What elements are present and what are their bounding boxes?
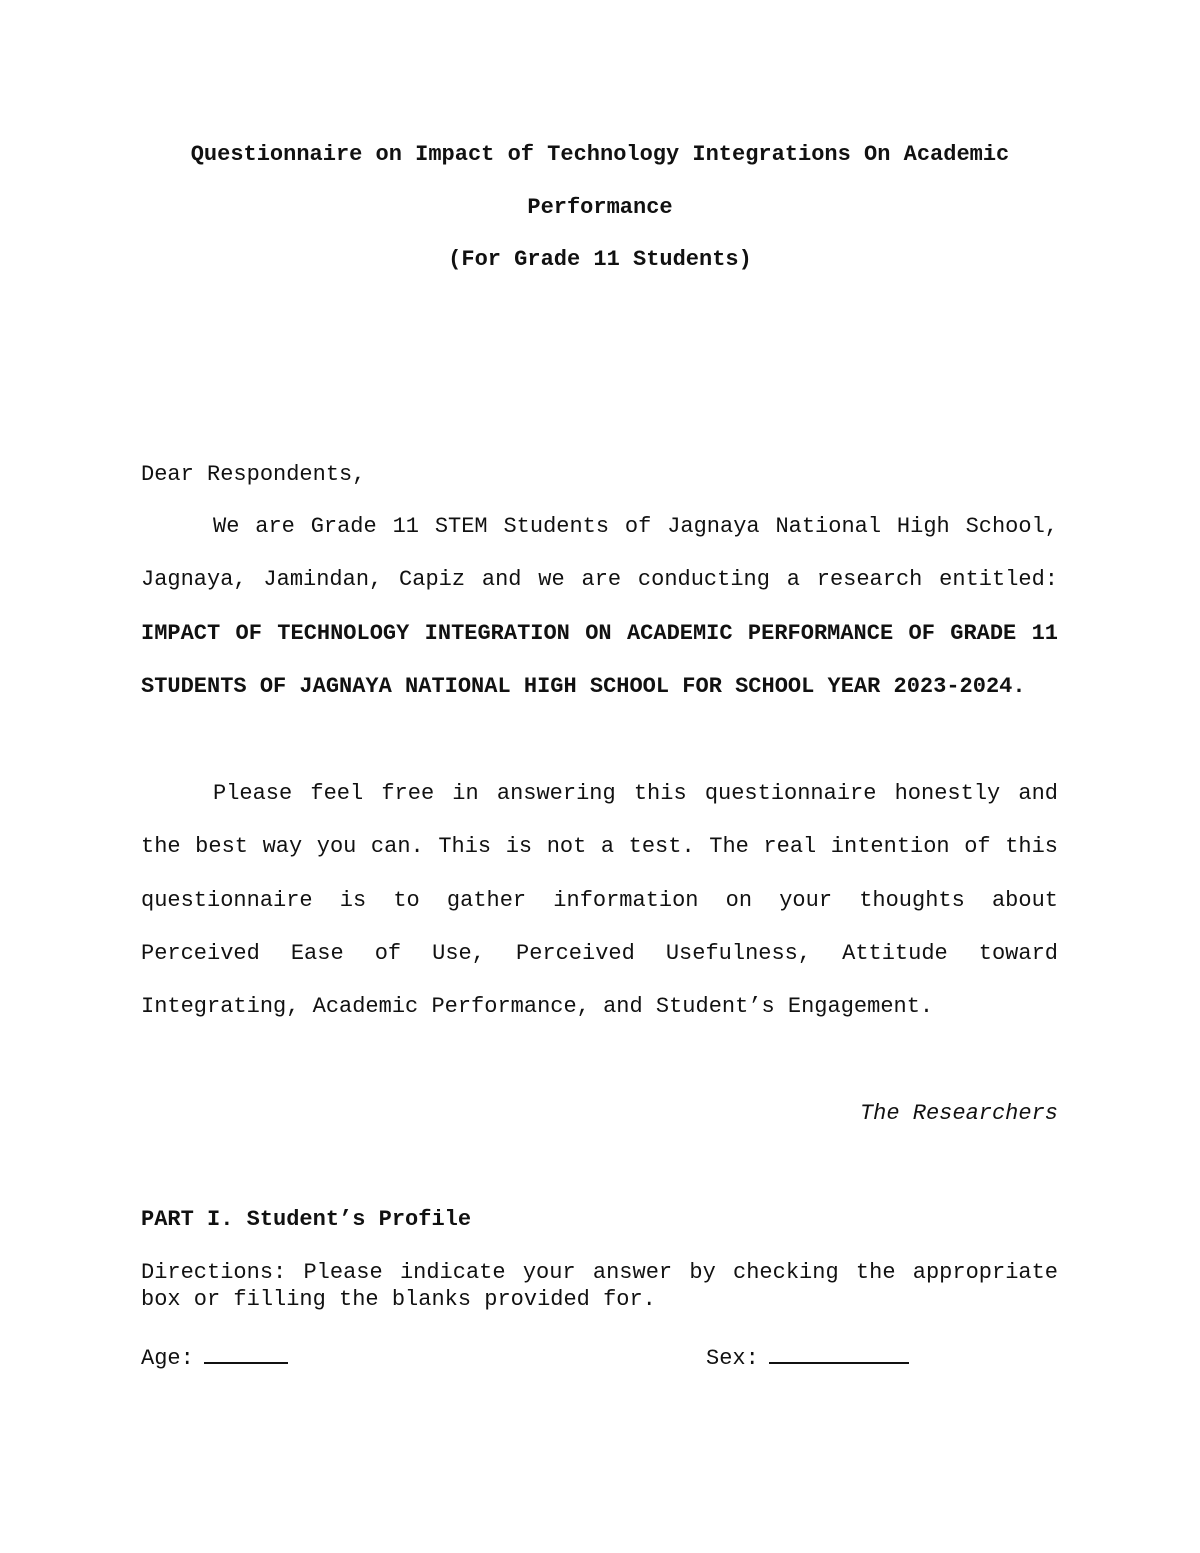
intro-text: We are Grade 11 STEM Students of Jagnaya National High School, Jagnaya, Jamindan, Capiz and we are conducting a research entitled: [141, 514, 1058, 593]
age-blank[interactable] [204, 1340, 288, 1364]
letter-paragraph-intro [141, 500, 1058, 713]
document-title-line-1: Questionnaire on Impact of Technology Integrations On Academic [190, 142, 1010, 167]
age-label: Age: [141, 1346, 194, 1371]
research-title: IMPACT OF TECHNOLOGY INTEGRATION ON ACADEMIC PERFORMANCE OF GRADE 11 STUDENTS OF JAGNAYA NATIONAL HIGH SCHOOL FOR SCHOOL YEAR 2023-2024. [141, 620, 1058, 699]
sex-label: Sex: [706, 1346, 759, 1371]
letter-greeting: Dear Respondents, [141, 462, 366, 487]
document-title-line-2: Performance [527, 195, 673, 220]
sex-blank[interactable] [769, 1340, 909, 1364]
letter-signature: The Researchers [859, 1101, 1058, 1126]
sex-field [706, 1340, 909, 1374]
document-subtitle: (For Grade 11 Students) [448, 247, 752, 272]
part1-directions: Directions: Please indicate your answer by checking the appropriate box or filling the blanks provided for. [141, 1260, 1058, 1312]
part1-heading: PART I. Student’s Profile [141, 1207, 472, 1232]
age-field [141, 1340, 288, 1374]
letter-paragraph-purpose: Please feel free in answering this questionnaire honestly and the best way you can. This is not a test. The real intention of this questionnaire is to gather information on your thoughts about Perceived Ease of Use, Perceived Usefulness, Attitude toward Integrating, Academic Performance, and Student’s Engagement. [141, 781, 1058, 1020]
